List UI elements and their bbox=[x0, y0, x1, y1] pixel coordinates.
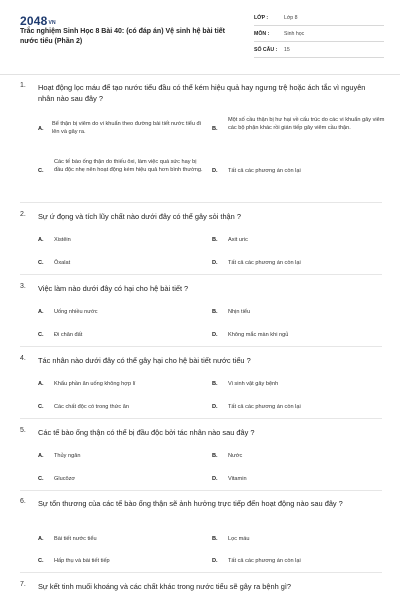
meta-key: LỚP : bbox=[254, 15, 269, 21]
option-text: Một số cầu thận bị hư hại về cấu trúc do các vi khuẩn gây viêm các bộ phận khác rồi gián tiếp gây viêm cầu thận. bbox=[228, 117, 385, 132]
question-divider bbox=[20, 274, 382, 275]
option-text: Glucôzơ bbox=[54, 476, 76, 482]
option-letter: D. bbox=[212, 168, 218, 174]
option-letter: A. bbox=[38, 126, 44, 132]
option-letter: C. bbox=[38, 476, 44, 482]
option-letter: A. bbox=[38, 381, 44, 387]
option-text: Nhịn tiểu bbox=[228, 309, 251, 315]
meta-row-grade bbox=[254, 10, 384, 26]
option-letter: D. bbox=[212, 404, 218, 410]
option-text: Hấp thụ và bài tiết tiếp bbox=[54, 558, 110, 564]
option-text: Xistêin bbox=[54, 237, 71, 243]
option-letter: D. bbox=[212, 332, 218, 338]
question-number: 7. bbox=[20, 581, 26, 588]
option-text: Tất cả các phương án còn lại bbox=[228, 168, 301, 174]
option-letter: A. bbox=[38, 453, 44, 459]
option-text: Không mắc màn khi ngủ bbox=[228, 332, 289, 338]
option-letter: C. bbox=[38, 558, 44, 564]
question-number: 4. bbox=[20, 355, 26, 362]
meta-table bbox=[254, 10, 384, 58]
meta-row-count bbox=[254, 42, 384, 58]
question-text: Các tế bào ống thận có thể bị đầu độc bởi tác nhân nào sau đây ? bbox=[38, 428, 255, 437]
question-divider bbox=[20, 418, 382, 419]
meta-value: Lớp 8 bbox=[284, 15, 298, 21]
question-number: 6. bbox=[20, 498, 26, 505]
option-text: Vi sinh vật gây bệnh bbox=[228, 381, 279, 387]
option-letter: A. bbox=[38, 237, 44, 243]
option-text: Lọc máu bbox=[228, 536, 250, 542]
option-letter: A. bbox=[38, 309, 44, 315]
page-header bbox=[0, 0, 400, 62]
question-divider bbox=[20, 572, 382, 573]
option-text: Nước bbox=[228, 453, 243, 459]
meta-value: Sinh học bbox=[284, 31, 305, 37]
option-text: Axit uric bbox=[228, 237, 248, 243]
header-divider bbox=[0, 74, 400, 75]
question-number: 3. bbox=[20, 283, 26, 290]
site-logo[interactable]: 2048VN bbox=[20, 14, 56, 28]
option-text: Khẩu phần ăn uống không hợp lí bbox=[54, 381, 136, 387]
option-text: Thủy ngân bbox=[54, 453, 81, 459]
option-text: Tất cả các phương án còn lại bbox=[228, 260, 301, 266]
option-text: Đi chân đất bbox=[54, 332, 83, 338]
question-number: 2. bbox=[20, 211, 26, 218]
option-letter: B. bbox=[212, 453, 218, 459]
question-text: Việc làm nào dưới đây có hại cho hệ bài tiết ? bbox=[38, 284, 189, 293]
question-text: Sự ứ đọng và tích lũy chất nào dưới đây có thể gây sỏi thận ? bbox=[38, 212, 241, 221]
question-number: 5. bbox=[20, 427, 26, 434]
option-text: Tất cả các phương án còn lại bbox=[228, 558, 301, 564]
option-text: Các tế bào ống thận do thiếu ôxi, làm việc quá sức hay bị đầu độc nhẹ nên hoạt động kém hiệu quả hơn bình thường. bbox=[54, 159, 203, 174]
option-letter: D. bbox=[212, 260, 218, 266]
option-text: Uống nhiều nước bbox=[54, 309, 98, 315]
option-letter: B. bbox=[212, 237, 218, 243]
option-text: Ôxalat bbox=[54, 260, 71, 266]
question-divider bbox=[20, 490, 382, 491]
question-divider bbox=[20, 346, 382, 347]
option-letter: B. bbox=[212, 536, 218, 542]
option-letter: C. bbox=[38, 168, 44, 174]
option-text: Bài tiết nước tiểu bbox=[54, 536, 97, 542]
option-text: Vitamin bbox=[228, 476, 247, 482]
meta-row-subject bbox=[254, 26, 384, 42]
meta-value: 15 bbox=[284, 47, 290, 53]
option-letter: C. bbox=[38, 260, 44, 266]
option-letter: B. bbox=[212, 309, 218, 315]
option-text: Bể thận bị viêm do vi khuẩn theo đường bài tiết nước tiểu đi lên và gây ra. bbox=[52, 121, 201, 136]
option-letter: D. bbox=[212, 476, 218, 482]
option-text: Tất cả các phương án còn lại bbox=[228, 404, 301, 410]
option-letter: B. bbox=[212, 126, 218, 132]
question-text: Tác nhân nào dưới đây có thể gây hại cho hệ bài tiết nước tiểu ? bbox=[38, 356, 251, 365]
question-number: 1. bbox=[20, 82, 26, 89]
question-divider bbox=[20, 202, 382, 203]
meta-key: SỐ CÂU : bbox=[254, 47, 278, 53]
option-letter: A. bbox=[38, 536, 44, 542]
question-text: Sự kết tinh muối khoáng và các chất khác trong nước tiểu sẽ gây ra bệnh gì? bbox=[38, 582, 292, 591]
option-letter: D. bbox=[212, 558, 218, 564]
page-title: Trắc nghiệm Sinh Học 8 Bài 40: (có đáp án) Vệ sinh hệ bài tiết nước tiểu (Phần 2) bbox=[20, 28, 225, 45]
option-letter: C. bbox=[38, 404, 44, 410]
question-text: Hoạt động lọc máu để tạo nước tiểu đầu có thể kém hiệu quả hay ngưng trệ hoặc ách tắc vì nguyên nhân nào sau đây ? bbox=[38, 83, 366, 103]
option-letter: C. bbox=[38, 332, 44, 338]
question-text: Sự tổn thương của các tế bào ống thận sẽ ảnh hưởng trực tiếp đến hoạt động nào sau đây ? bbox=[38, 499, 343, 508]
option-letter: B. bbox=[212, 381, 218, 387]
meta-key: MÔN : bbox=[254, 31, 270, 37]
option-text: Các chất độc có trong thức ăn bbox=[54, 404, 129, 410]
